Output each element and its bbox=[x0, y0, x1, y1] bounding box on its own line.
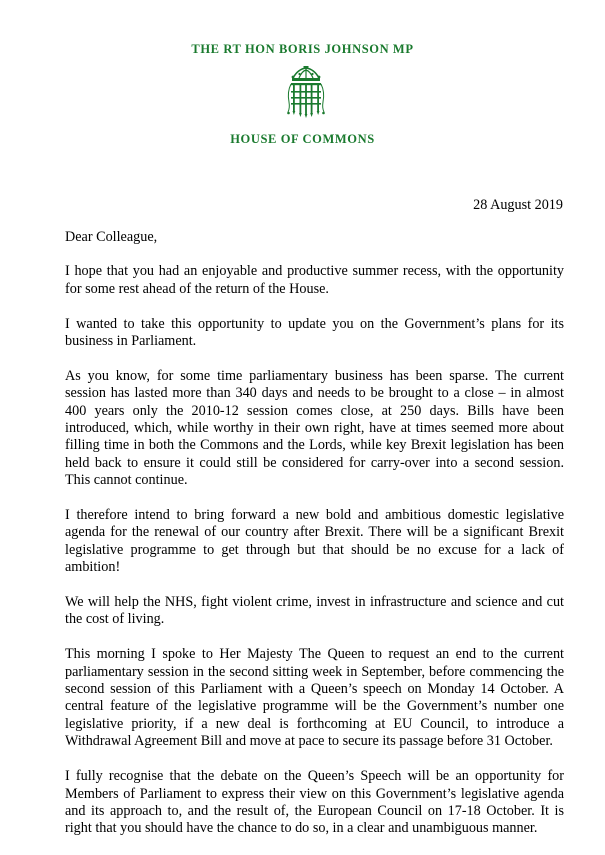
letter-date: 28 August 2019 bbox=[473, 197, 563, 213]
paragraph: I fully recognise that the debate on the Queen’s Speech will be an opportunity for Members of Parliament to express their view on this Government’s legislative agenda and its approach to, and the result of, the European Council on 17-18 October. It is right that you should have the chance to do so, in a clear and unambiguous manner. bbox=[65, 768, 564, 837]
letter-body bbox=[65, 229, 564, 855]
paragraph: As you know, for some time parliamentary business has been sparse. The current session has lasted more than 340 days and needs to be brought to a close – in almost 400 years only the 2010-12 session comes close, at 250 days. Bills have been introduced, which, while worthy in their own right, have at times seemed more about filling time in both the Commons and the Lords, while key Brexit legislation has been held back to ensure it could still be considered for carry-over into a second session. This cannot continue. bbox=[65, 367, 564, 489]
paragraph: This morning I spoke to Her Majesty The Queen to request an end to the current parliamentary session in the second sitting week in September, before commencing the second session of this Parliament with a Queen’s speech on Monday 14 October. A central feature of the legislative programme will be the Government’s number one legislative priority, if a new deal is forthcoming at EU Council, to introduce a Withdrawal Agreement Bill and move at pace to secure its passage before 31 October. bbox=[65, 646, 564, 750]
letterhead-name: THE RT HON BORIS JOHNSON MP bbox=[191, 42, 414, 56]
paragraph: I therefore intend to bring forward a new bold and ambitious domestic legislative agenda for the renewal of our country after Brexit. There will be a significant Brexit legislative programme to get through but that should be no excuse for a lack of ambition! bbox=[65, 507, 564, 576]
letterhead-house: HOUSE OF COMMONS bbox=[230, 132, 375, 146]
portcullis-icon bbox=[286, 66, 326, 120]
paragraph: I hope that you had an enjoyable and productive summer recess, with the opportunity for some rest ahead of the return of the House. bbox=[65, 263, 564, 297]
paragraph: We will help the NHS, fight violent crime, invest in infrastructure and science and cut the cost of living. bbox=[65, 594, 564, 628]
salutation: Dear Colleague, bbox=[65, 229, 158, 245]
paragraph: I wanted to take this opportunity to update you on the Government’s plans for its business in Parliament. bbox=[65, 315, 564, 350]
